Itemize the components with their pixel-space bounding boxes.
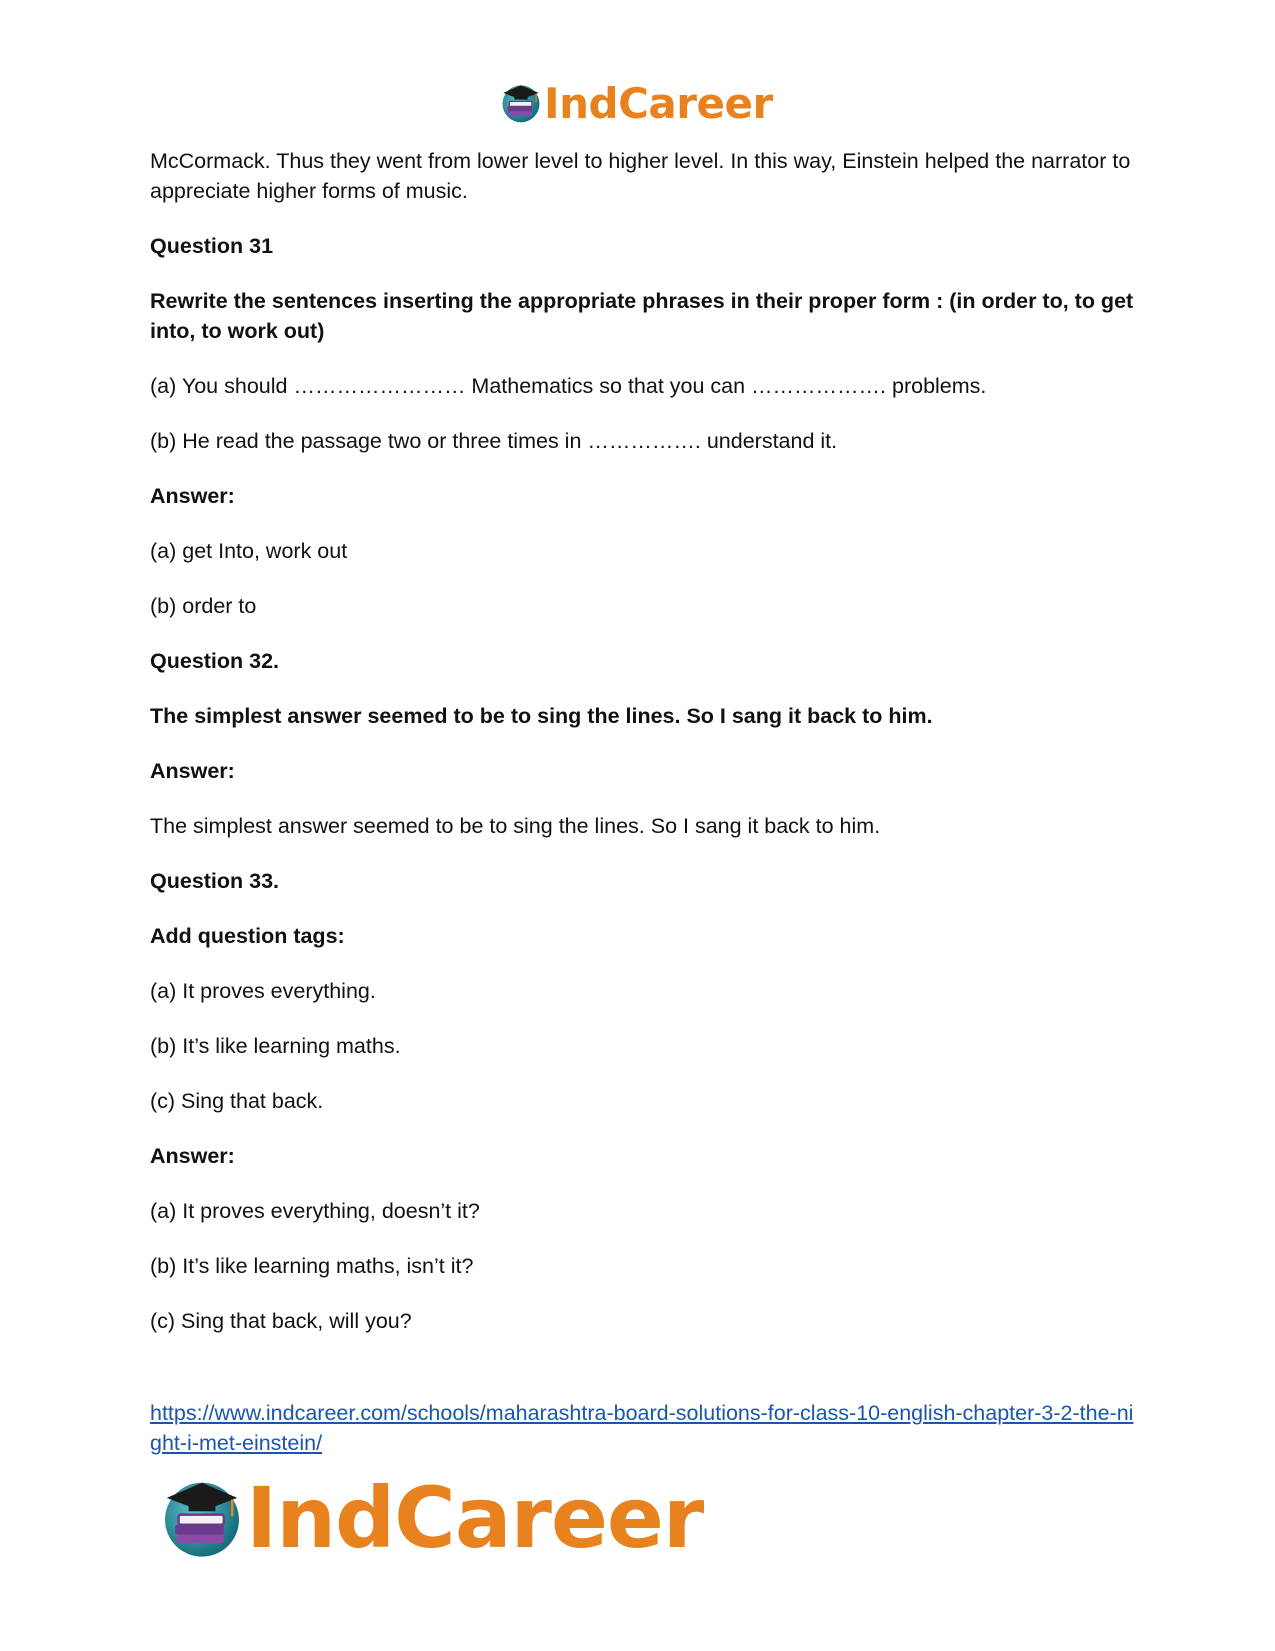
question-item: (c) Sing that back. [150,1089,324,1113]
question-prompt: The simplest answer seemed to be to sing the lines. So I sang it back to him. [150,704,933,728]
paragraph: McCormack. Thus they went from lower level to higher level. In this way, Einstein helped the narrator to appreciate higher forms of music. [150,149,1131,203]
answer-item: (a) It proves everything, doesn’t it? [150,1199,480,1223]
question-prompt: Rewrite the sentences inserting the appropriate phrases in their proper form : (in order to, to get into, to work out) [150,289,1134,343]
source-link[interactable]: https://www.indcareer.com/schools/maharashtra-board-solutions-for-class-10-english-chapter-3-2-the-night-i-met-einstein/ [150,1401,1134,1455]
logo-text: IndCareer [246,1469,704,1567]
answer-item: The simplest answer seemed to be to sing the lines. So I sang it back to him. [150,814,881,838]
header-logo [500,78,773,128]
answer-heading: Answer: [150,759,235,783]
question-heading: Question 31 [150,234,274,258]
question-heading: Question 32. [150,649,280,673]
graduation-cap-books-globe-icon [500,82,542,124]
answer-item: (c) Sing that back, will you? [150,1309,412,1333]
question-item: (b) He read the passage two or three times in ……………. understand it. [150,429,838,453]
question-item: (b) It’s like learning maths. [150,1034,401,1058]
question-heading: Question 33. [150,869,280,893]
question-item: (a) It proves everything. [150,979,376,1003]
graduation-cap-books-globe-icon [160,1476,244,1560]
document-body [150,146,1135,1361]
source-link-block [150,1398,1135,1458]
answer-item: (b) order to [150,594,257,618]
footer-logo [160,1468,703,1568]
logo-text: IndCareer [544,78,773,128]
question-prompt: Add question tags: [150,924,345,948]
answer-item: (b) It’s like learning maths, isn’t it? [150,1254,474,1278]
answer-item: (a) get Into, work out [150,539,348,563]
question-item: (a) You should …………………… Mathematics so that you can ………………. problems. [150,374,987,398]
answer-heading: Answer: [150,1144,235,1168]
answer-heading: Answer: [150,484,235,508]
